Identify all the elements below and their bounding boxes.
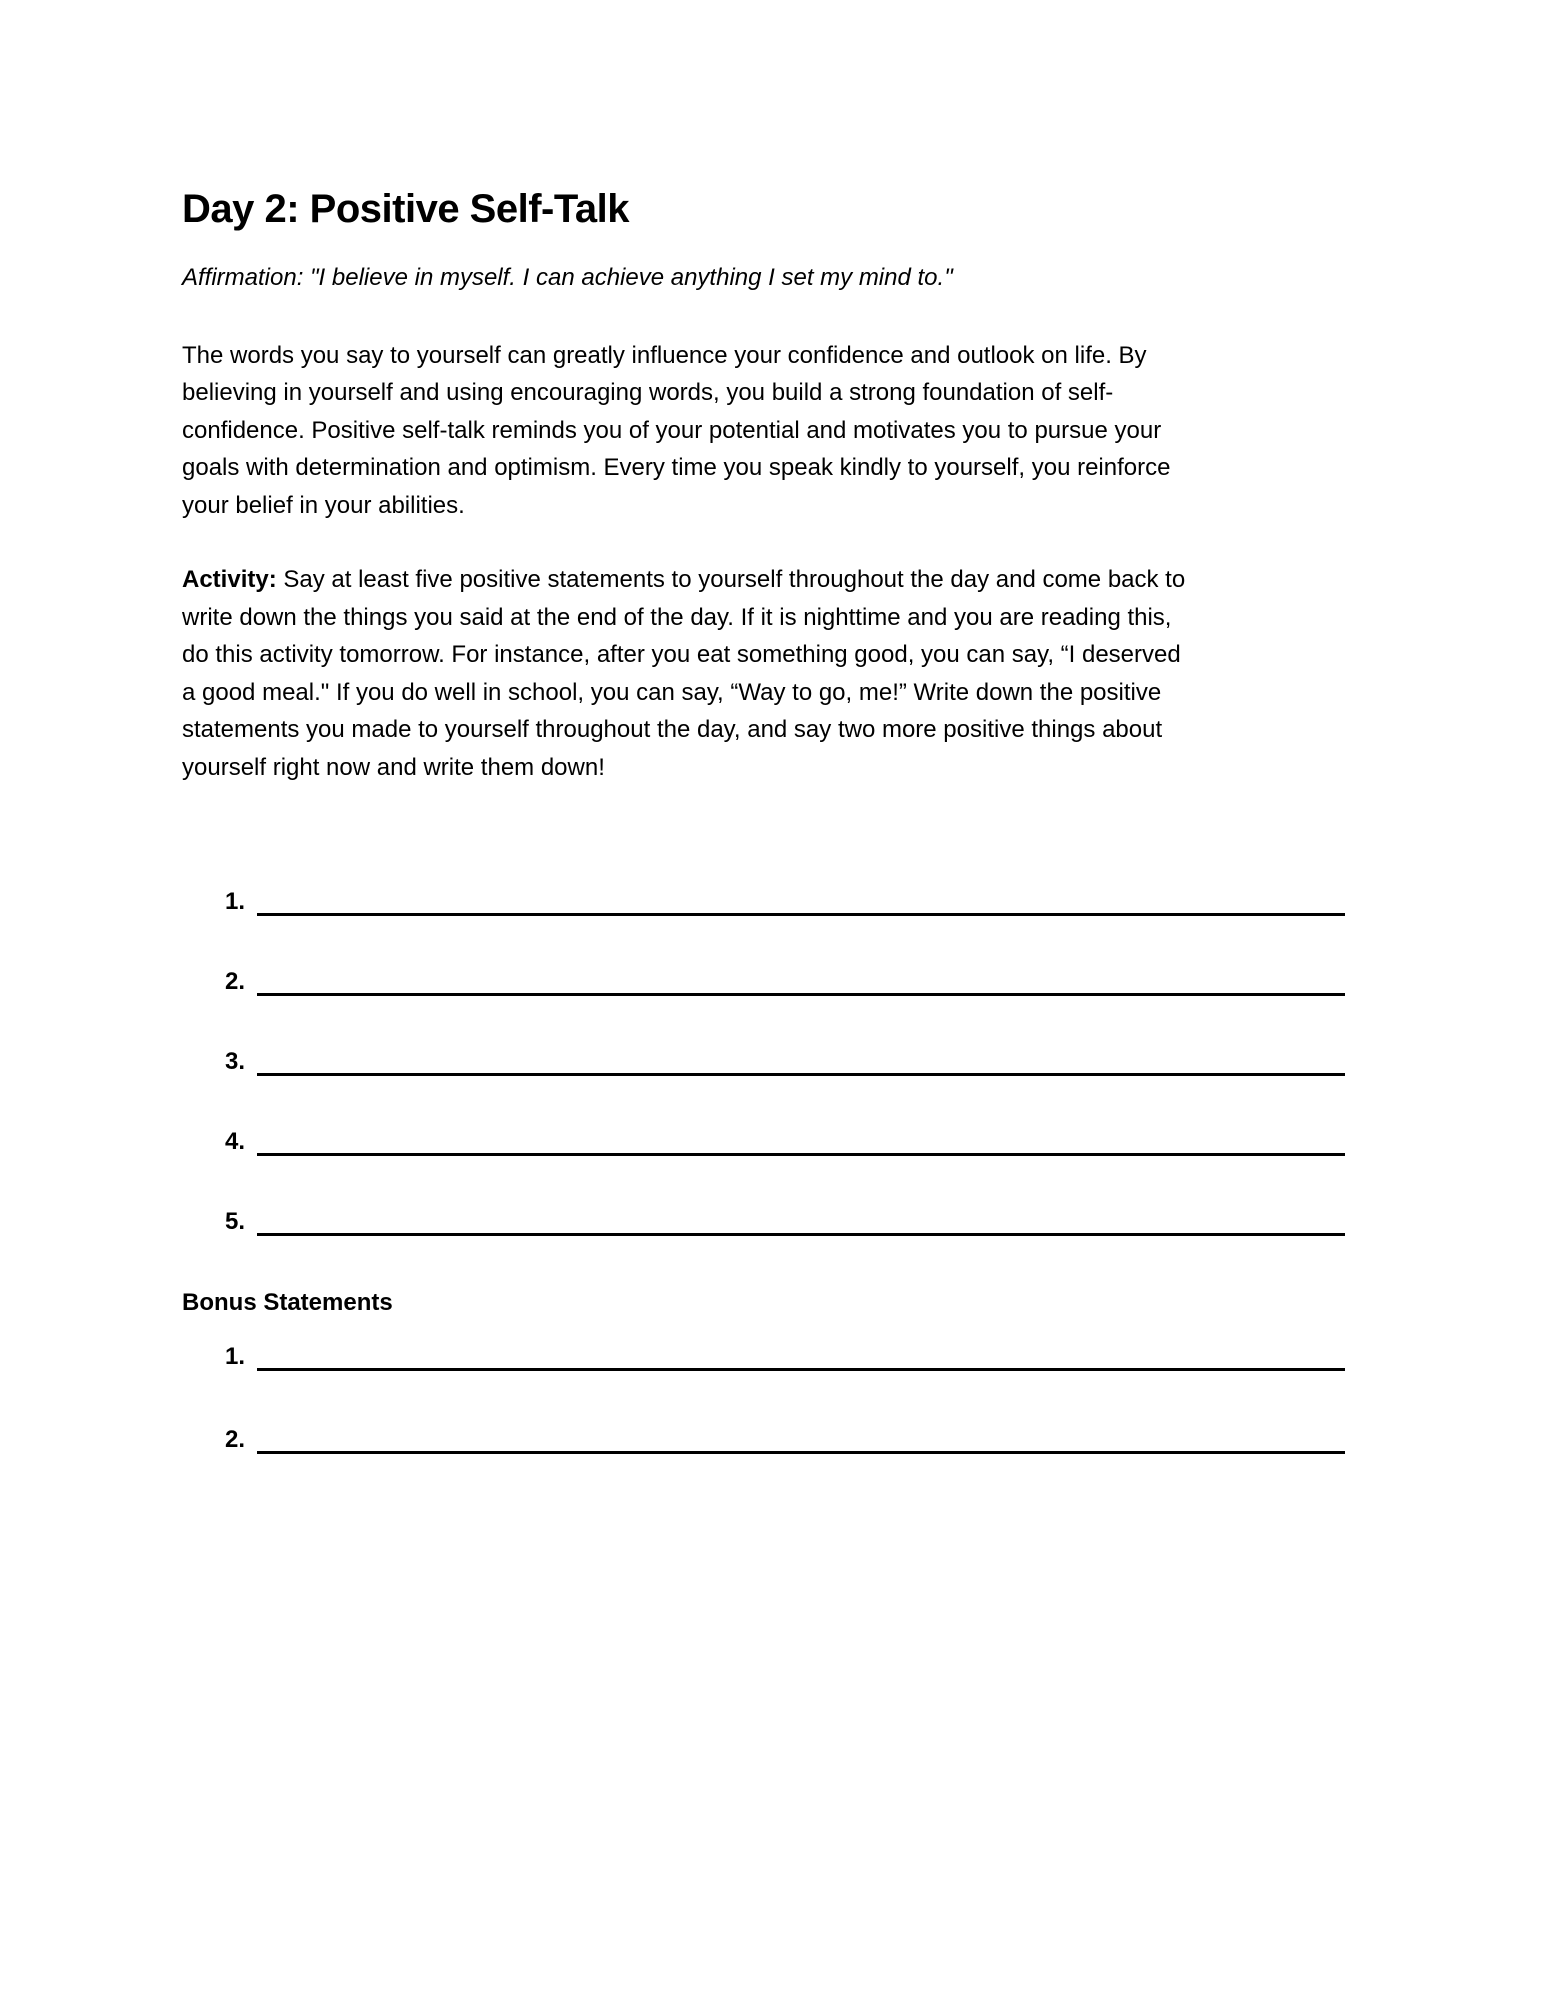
activity-line: yourself right now and write them down! [182,753,605,781]
bonus-answer-blank-2[interactable] [257,1451,1345,1454]
intro-line: believing in yourself and using encouraging words, you build a strong foundation of self- [182,379,1114,406]
answer-blank-5[interactable] [257,1233,1345,1236]
activity-line [182,561,1363,599]
statement-number-5: 5. [225,1208,246,1235]
statement-number-2: 2. [225,968,246,995]
activity-line: a good meal." If you do well in school, you can say, “Way to go, me!” Write down the positive [182,678,1162,706]
page-title: Day 2: Positive Self-Talk [182,187,629,231]
statement-row-4 [225,1123,1363,1161]
bonus-statements-heading: Bonus Statements [182,1288,393,1316]
activity-line-rest: Say at least five positive statements to yourself throughout the day and come back to [276,566,1186,593]
bonus-answer-blank-1[interactable] [257,1368,1345,1371]
intro-line: goals with determination and optimism. Every time you speak kindly to yourself, you reinforce [182,454,1171,481]
activity-line: write down the things you said at the end of the day. If it is nighttime and you are reading this, [182,603,1172,631]
bonus-row-2 [225,1421,1363,1459]
activity-paragraph [182,561,1363,786]
intro-line: confidence. Positive self-talk reminds you of your potential and motivates you to pursue your [182,416,1162,444]
statement-number-4: 4. [225,1128,246,1155]
answer-blank-1[interactable] [257,913,1345,916]
activity-line: do this activity tomorrow. For instance, after you eat something good, you can say, “I deserved [182,641,1181,668]
statement-number-3: 3. [225,1048,246,1075]
intro-paragraph [182,337,1363,525]
activity-line: statements you made to yourself throughout the day, and say two more positive things about [182,716,1163,743]
answer-blank-4[interactable] [257,1153,1345,1156]
statement-row-3 [225,1043,1363,1081]
statement-number-1: 1. [225,888,246,915]
statement-row-5 [225,1203,1363,1241]
statement-row-2 [225,963,1363,1001]
affirmation-text: Affirmation: "I believe in myself. I can achieve anything I set my mind to." [182,264,953,291]
bonus-row-1 [225,1338,1363,1376]
answer-blank-2[interactable] [257,993,1345,996]
bonus-statement-list [182,1338,1363,1459]
statement-list [182,883,1363,1241]
intro-line: your belief in your abilities. [182,491,465,519]
statement-row-1 [225,883,1363,921]
intro-line: The words you say to yourself can greatly influence your confidence and outlook on life. By [182,341,1147,369]
bonus-number-2: 2. [225,1426,246,1453]
activity-label: Activity: [182,566,277,593]
bonus-number-1: 1. [225,1343,246,1370]
answer-blank-3[interactable] [257,1073,1345,1076]
